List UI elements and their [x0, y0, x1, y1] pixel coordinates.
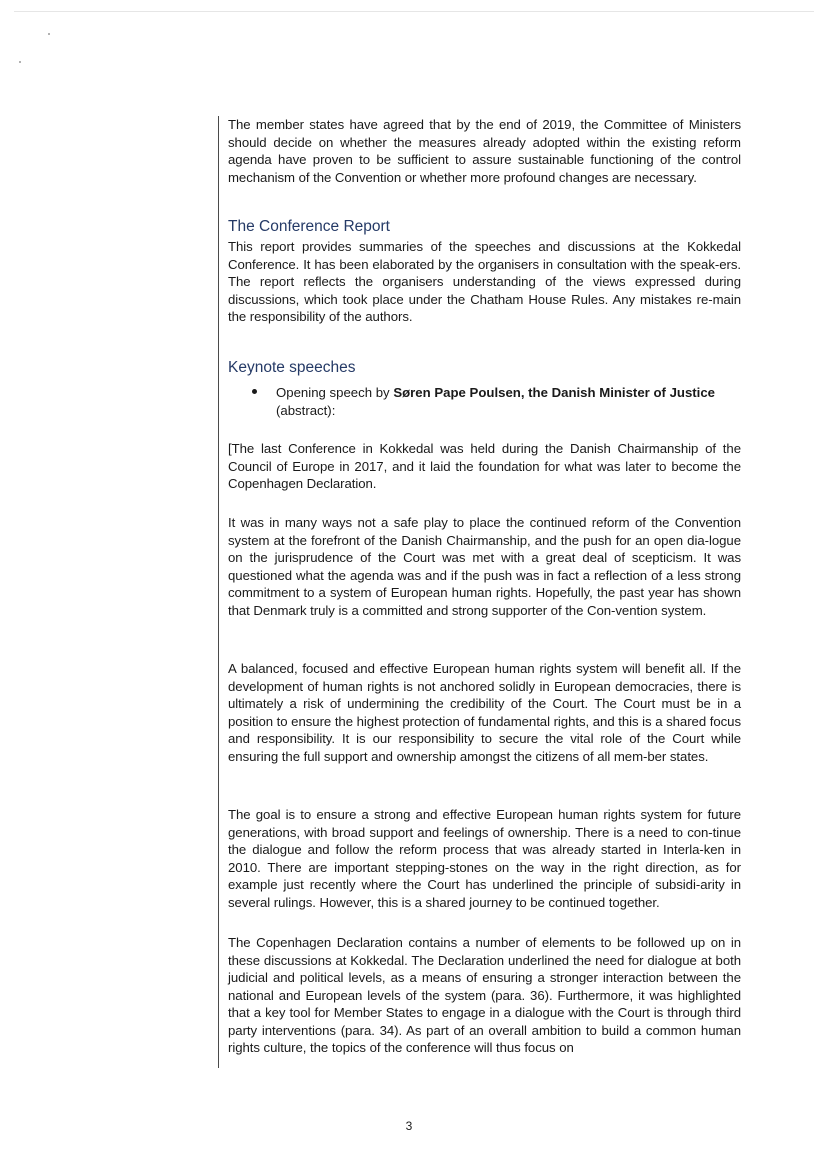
speech-paragraph-5: The Copenhagen Declaration contains a number of elements to be followed up on in these discussions at Kokkedal. The Declaration underlined the need for dialogue at both judicial and political levels, as a means of ensuring a stronger interaction between the national and European levels of the system (para. 36). Furthermore, it was highlighted that a key tool for Member States to engage in a dialogue with the Court is through third party interventions (para. 34). As part of an overall ambition to build a common human rights culture, the topics of the conference will thus focus on: [228, 935, 741, 1055]
bullet-prefix: Opening speech by: [276, 385, 394, 400]
speech-paragraph-4: The goal is to ensure a strong and effective European human rights system for future generations, with broad support and feelings of ownership. There is a need to con-tinue the dialogue and follow the reform process that was already started in Interla-ken in 2010. There are important stepping-stones on the way in the right direction, as for example just recently where the Court has underlined the principle of subsidi-arity in several rulings. However, this is a shared journey to be continued together.: [228, 807, 741, 910]
speech-paragraph-2: It was in many ways not a safe play to place the continued reform of the Convention system at the forefront of the Danish Chairmanship, and the push for an open dia-logue on the jurisprudence of the Court was met with a great deal of scepticism. It was questioned what the agenda was and if the push was in fact a reflection of a less strong commitment to a system of European human rights. Hopefully, the past year has shown that Denmark truly is a committed and strong supporter of the Con-vention system.: [228, 515, 741, 618]
bullet-suffix: (abstract):: [276, 402, 336, 418]
bullet-dot-icon: [252, 389, 257, 394]
document-body: [218, 116, 740, 1068]
speech-paragraph-3: A balanced, focused and effective European human rights system will benefit all. If the development of human rights is not anchored solidly in European democracies, there is ultimately a risk of undermining the credibility of the Court. The Court must be in a position to ensure the highest protection of fundamental rights, and this is a shared focus and responsibility. It is our responsibility to secure the vital role of the Court while ensuring the full support and ownership amongst the citizens of all mem-ber states.: [228, 661, 742, 764]
page-number: 3: [405, 1119, 413, 1133]
scan-speck: [48, 33, 50, 35]
keynote-speeches-heading: Keynote speeches: [228, 359, 356, 376]
speaker-name: Søren Pape Poulsen, the Danish Minister of Justice: [393, 385, 716, 400]
conference-report-paragraph: This report provides summaries of the speeches and discussions at the Kokkedal Conference. It has been elaborated by the organisers in consultation with the speak-ers. The report reflects the organisers understanding of the views expressed during discussions, which took place under the Chatham House Rules. Any mistakes re-main the responsibility of the authors.: [228, 239, 741, 324]
bullet-text: [276, 384, 742, 419]
speech-paragraph-1: [The last Conference in Kokkedal was held during the Danish Chairmanship of the Council of Europe in 2017, and it laid the foundation for what was later to become the Copenhagen Declaration.: [228, 441, 741, 491]
intro-paragraph: The member states have agreed that by the end of 2019, the Committee of Ministers should decide on whether the measures already adopted within the existing reform agenda have proven to be sufficient to assure sustainable functioning of the control mechanism of the Convention or whether more profound changes are necessary.: [228, 117, 741, 185]
scan-speck: [19, 61, 21, 63]
page-top-rule: [14, 11, 814, 12]
conference-report-heading: The Conference Report: [228, 218, 390, 235]
